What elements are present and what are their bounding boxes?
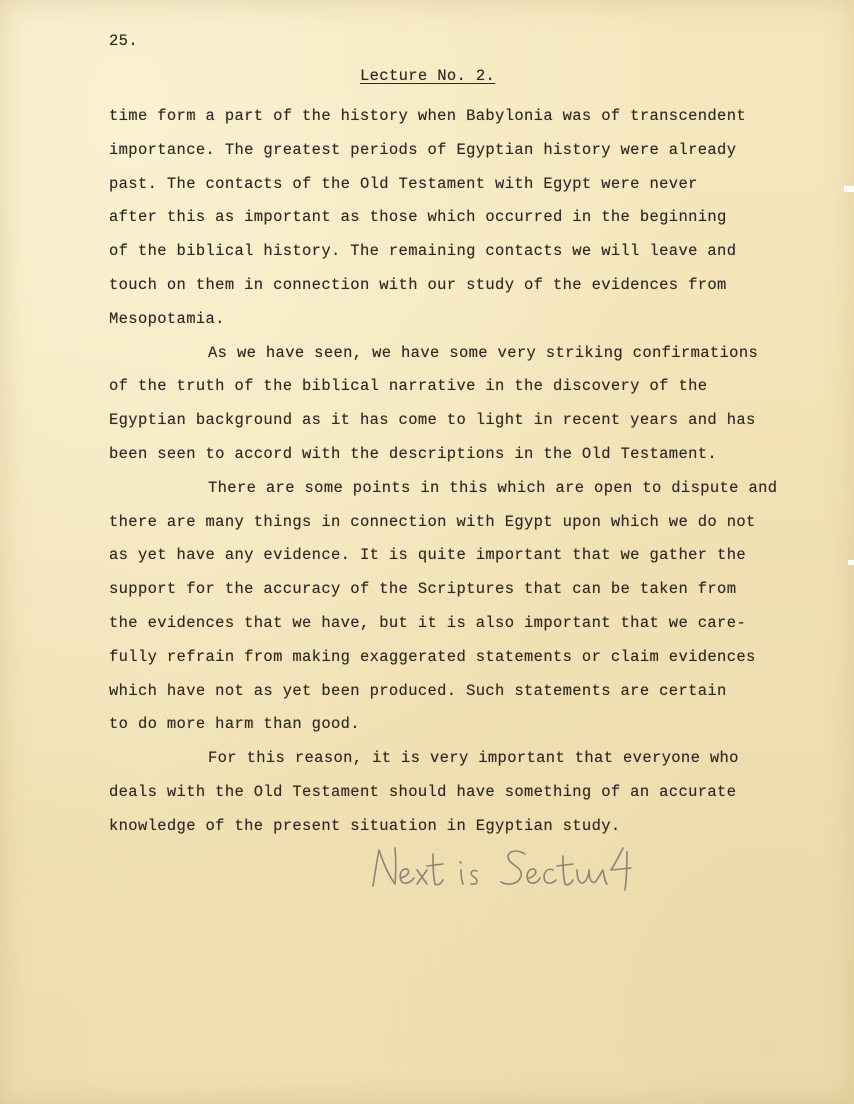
text-line: For this reason, it is very important that everyone who [208, 749, 739, 768]
paragraph-1 [109, 100, 809, 337]
text-line: past. The contacts of the Old Testament with Egypt were never [109, 174, 698, 193]
paragraph-4 [109, 742, 809, 843]
text-line: there are many things in connection with Egypt upon which we do not [109, 512, 756, 531]
text-line: touch on them in connection with our study of the evidences from [109, 275, 727, 294]
text-line: after this as important as those which occurred in the beginning [109, 208, 727, 227]
text-line: Egyptian background as it has come to light in recent years and has [109, 411, 756, 430]
text-line: fully refrain from making exaggerated statements or claim evidences [109, 647, 756, 666]
text-line: There are some points in this which are open to dispute and [208, 478, 778, 497]
text-line: of the truth of the biblical narrative in the discovery of the [109, 377, 708, 396]
text-line: the evidences that we have, but it is also important that we care- [109, 613, 746, 632]
paragraph-3 [109, 472, 809, 742]
paper-edge-tear [848, 560, 854, 565]
text-line: knowledge of the present situation in Egyptian study. [109, 816, 621, 835]
lecture-title: Lecture No. 2. [360, 67, 496, 85]
text-line: which have not as yet been produced. Such statements are certain [109, 681, 727, 700]
handwritten-note [365, 838, 665, 898]
text-line: support for the accuracy of the Scriptures that can be taken from [109, 580, 737, 599]
page-number: 25. [109, 32, 138, 50]
text-line: time form a part of the history when Babylonia was of transcendent [109, 107, 746, 125]
paper-edge-tear [844, 186, 854, 192]
paragraph-2 [109, 337, 809, 472]
text-line: As we have seen, we have some very striking confirmations [208, 343, 759, 362]
text-line: to do more harm than good. [109, 715, 360, 734]
text-line: Mesopotamia. [109, 309, 225, 328]
text-line: as yet have any evidence. It is quite important that we gather the [109, 546, 746, 565]
text-line: of the biblical history. The remaining contacts we will leave and [109, 242, 737, 261]
text-line: deals with the Old Testament should have something of an accurate [109, 782, 737, 801]
body-text [109, 100, 809, 844]
text-line: importance. The greatest periods of Egyptian history were already [109, 140, 737, 159]
text-line: been seen to accord with the descriptions in the Old Testament. [109, 444, 718, 463]
